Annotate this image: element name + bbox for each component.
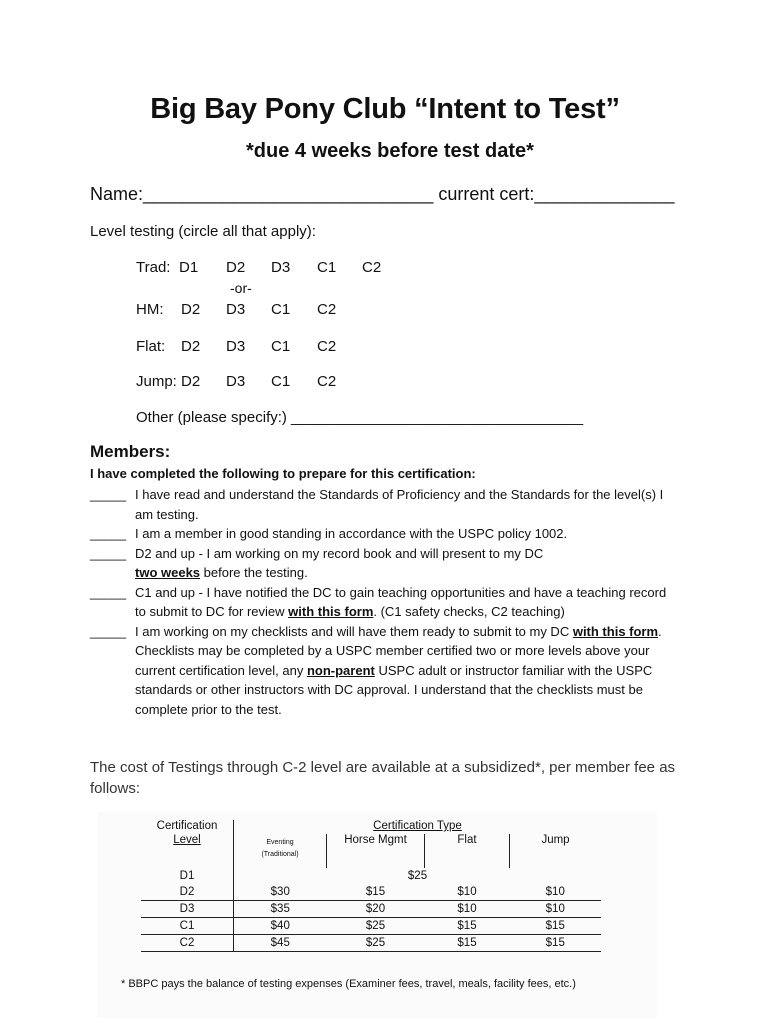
emphasis-with-this-form: with this form	[572, 623, 659, 639]
header-cert-type: Certification Type	[373, 820, 462, 832]
cost-description: The cost of Testings through C-2 level are available at a subsidized*, per member fee as follows:	[90, 759, 676, 797]
cell-flat: $10	[425, 901, 510, 918]
header-horse-mgmt: Horse Mgmt	[327, 834, 425, 868]
level-label-jump: Jump:	[136, 373, 177, 390]
cell-eventing: $45	[234, 935, 327, 952]
cell-flat: $10	[425, 884, 510, 901]
cell-eventing: $40	[234, 918, 327, 935]
initial-blank[interactable]: _____	[90, 584, 127, 600]
page-title: Big Bay Pony Club “Intent to Test”	[150, 93, 620, 125]
fee-table-image	[97, 812, 657, 1018]
initial-blank[interactable]: _____	[90, 526, 127, 541]
due-date-note: *due 4 weeks before test date*	[246, 140, 534, 162]
level-option-flat-c2[interactable]: C2	[317, 338, 337, 355]
level-option-flat-d2[interactable]: D2	[181, 338, 201, 355]
level-option-hm-d2[interactable]: D2	[181, 301, 201, 318]
level-option-jump-c2[interactable]: C2	[317, 373, 337, 390]
members-intro: I have completed the following to prepare for this certification:	[90, 466, 476, 481]
level-row-jump	[136, 373, 356, 393]
cell-jump: $15	[510, 935, 602, 952]
level-label-trad: Trad:	[136, 259, 171, 276]
level-testing-instruction: Level testing (circle all that apply):	[90, 223, 316, 240]
level-row-flat	[136, 338, 356, 358]
level-option-trad-d2[interactable]: D2	[226, 259, 246, 276]
table-row	[141, 884, 601, 901]
level-option-flat-c1[interactable]: C1	[271, 338, 291, 355]
or-separator: -or-	[230, 280, 252, 296]
cell-horse-mgmt: $25	[327, 935, 425, 952]
emphasis-two-weeks: two weeks	[135, 565, 201, 580]
table-header-row	[141, 820, 601, 834]
level-option-trad-c1[interactable]: C1	[317, 259, 337, 276]
initial-blank[interactable]: _____	[90, 487, 127, 502]
cell-horse-mgmt: $15	[327, 884, 425, 901]
cell-jump: $15	[510, 918, 602, 935]
item-text: I have read and understand the Standards of Proficiency and the Standards for the level(s) I am testing.	[135, 487, 664, 522]
header-cert-level: Certification Level	[141, 820, 234, 868]
list-item	[90, 622, 670, 720]
emphasis-with-this-form: with this form	[288, 604, 374, 619]
level-option-jump-c1[interactable]: C1	[271, 373, 291, 390]
emphasis-non-parent: non-parent	[306, 662, 375, 678]
name-cert-field[interactable]: Name:_____________________________ current cert:______________	[90, 184, 675, 204]
item-text: I am working on my checklists and will have them ready to submit to my DC with this form. Checklists may be completed by a USPC member certified two or more levels above your current certification level, any non-parent USPC adult or instructor familiar with the USPC standards or other instructors with DC approval. I understand that the checklists must be complete prior to the test.	[135, 623, 662, 717]
header-eventing: Eventing (Traditional)	[261, 839, 299, 858]
header-jump: Jump	[510, 834, 602, 868]
table-row	[141, 935, 601, 952]
list-item	[90, 544, 670, 583]
cell-level: D1	[141, 868, 234, 884]
level-label-hm: HM:	[136, 301, 164, 318]
cell-level: C2	[141, 935, 234, 952]
list-item	[90, 583, 670, 622]
cell-level: D2	[141, 884, 234, 901]
cell-jump: $10	[510, 884, 602, 901]
other-level-field[interactable]: Other (please specify:) ___________________________________	[136, 409, 584, 426]
initial-blank[interactable]: _____	[90, 545, 127, 561]
level-option-hm-d3[interactable]: D3	[226, 301, 246, 318]
item-text: I am a member in good standing in accordance with the USPC policy 1002.	[135, 526, 568, 541]
level-option-jump-d3[interactable]: D3	[226, 373, 246, 390]
cell-level: C1	[141, 918, 234, 935]
cell-flat: $15	[425, 935, 510, 952]
item-text: D2 and up - I am working on my record book and will present to my DC two weeks before the testing.	[135, 545, 544, 580]
level-option-jump-d2[interactable]: D2	[181, 373, 201, 390]
cell-eventing: $30	[234, 884, 327, 901]
table-row	[141, 901, 601, 918]
table-row	[141, 918, 601, 935]
level-label-flat: Flat:	[136, 338, 166, 355]
level-row-hm	[136, 301, 356, 321]
level-option-trad-c2[interactable]: C2	[362, 259, 382, 276]
members-heading: Members:	[90, 442, 171, 461]
level-option-trad-d3[interactable]: D3	[271, 259, 291, 276]
cell-jump: $10	[510, 901, 602, 918]
fee-table	[141, 820, 601, 952]
level-option-trad-d1[interactable]: D1	[179, 259, 199, 276]
cell-flat: $15	[425, 918, 510, 935]
level-option-hm-c1[interactable]: C1	[271, 301, 291, 318]
cell-horse-mgmt: $25	[327, 918, 425, 935]
list-item	[90, 524, 670, 544]
table-footnote: * BBPC pays the balance of testing expenses (Examiner fees, travel, meals, facility fees, etc.)	[121, 978, 576, 990]
cell-level: D3	[141, 901, 234, 918]
cell-eventing: $35	[234, 901, 327, 918]
level-option-flat-d3[interactable]: D3	[226, 338, 246, 355]
item-text: C1 and up - I have notified the DC to gain teaching opportunities and have a teaching record to submit to DC for review with this form. (C1 safety checks, C2 teaching)	[135, 584, 667, 619]
list-item	[90, 485, 670, 524]
initial-blank[interactable]: _____	[90, 623, 127, 639]
checklist-items	[90, 485, 670, 719]
level-row-trad	[136, 259, 396, 279]
level-option-hm-c2[interactable]: C2	[317, 301, 337, 318]
table-row	[141, 868, 601, 884]
cell-horse-mgmt: $20	[327, 901, 425, 918]
header-flat: Flat	[425, 834, 510, 868]
cell-d1-all: $25	[407, 870, 428, 882]
